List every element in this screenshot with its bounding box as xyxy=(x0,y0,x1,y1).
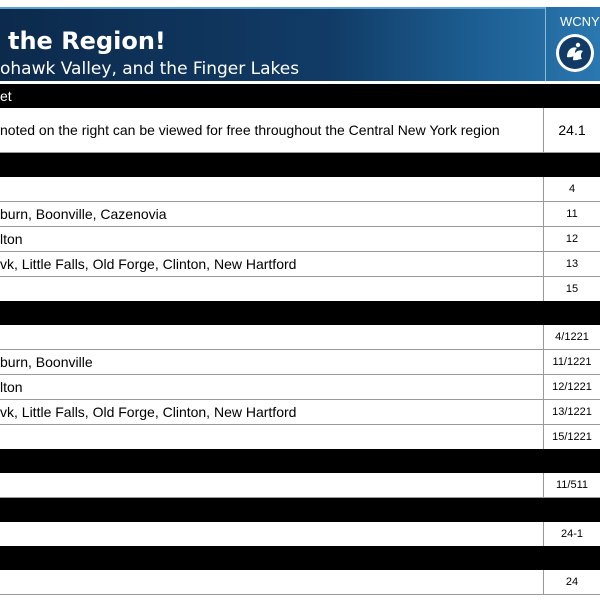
row-description: lton xyxy=(0,379,23,395)
section-bar xyxy=(0,449,600,473)
section-bar xyxy=(0,546,600,570)
channel-number: 15 xyxy=(543,277,600,301)
row-description: vk, Little Falls, Old Forge, Clinton, New Hartford xyxy=(0,404,297,420)
table-row xyxy=(0,177,600,202)
channel-number: 24 xyxy=(543,570,600,594)
table-row xyxy=(0,425,600,450)
table-row xyxy=(0,473,600,498)
pbs-logo-icon xyxy=(555,33,595,73)
table-row xyxy=(0,108,600,153)
section-bar xyxy=(0,153,600,177)
table-row xyxy=(0,400,600,425)
row-description: burn, Boonville xyxy=(0,354,93,370)
row-description: lton xyxy=(0,231,23,247)
section-bar-free xyxy=(0,84,600,108)
section-bar xyxy=(0,301,600,325)
channel-number: 24.1 xyxy=(543,108,600,152)
page-title: the Region! xyxy=(8,27,166,55)
channel-number: 12/1221 xyxy=(543,375,600,399)
table-row xyxy=(0,570,600,595)
channel-number: 24-1 xyxy=(543,522,600,546)
page-subtitle: ohawk Valley, and the Finger Lakes xyxy=(0,59,300,79)
channel-number: 11/1221 xyxy=(543,350,600,374)
section-bar-label: et xyxy=(0,88,12,104)
row-description: burn, Boonville, Cazenovia xyxy=(0,206,167,222)
table-row xyxy=(0,202,600,227)
table-row xyxy=(0,277,600,302)
channel-number: 15/1221 xyxy=(543,425,600,449)
channel-number: 11/511 xyxy=(543,473,600,497)
table-row xyxy=(0,375,600,400)
row-description: noted on the right can be viewed for free throughout the Central New York region xyxy=(0,122,500,138)
channel-number: 4 xyxy=(543,177,600,201)
channel-number: 13/1221 xyxy=(543,400,600,424)
table-row xyxy=(0,227,600,252)
table-row xyxy=(0,325,600,350)
channel-number: 13 xyxy=(543,252,600,276)
channel-number: 11 xyxy=(543,202,600,226)
table-row xyxy=(0,350,600,375)
station-logo-box xyxy=(545,7,600,81)
channel-number: 4/1221 xyxy=(543,325,600,349)
table-row xyxy=(0,252,600,277)
header-banner xyxy=(0,7,600,81)
table-row xyxy=(0,522,600,547)
section-bar xyxy=(0,498,600,522)
row-description: vk, Little Falls, Old Forge, Clinton, New Hartford xyxy=(0,256,297,272)
station-name: WCNY xyxy=(560,14,600,29)
channel-number: 12 xyxy=(543,227,600,251)
banner-rule xyxy=(0,7,545,9)
